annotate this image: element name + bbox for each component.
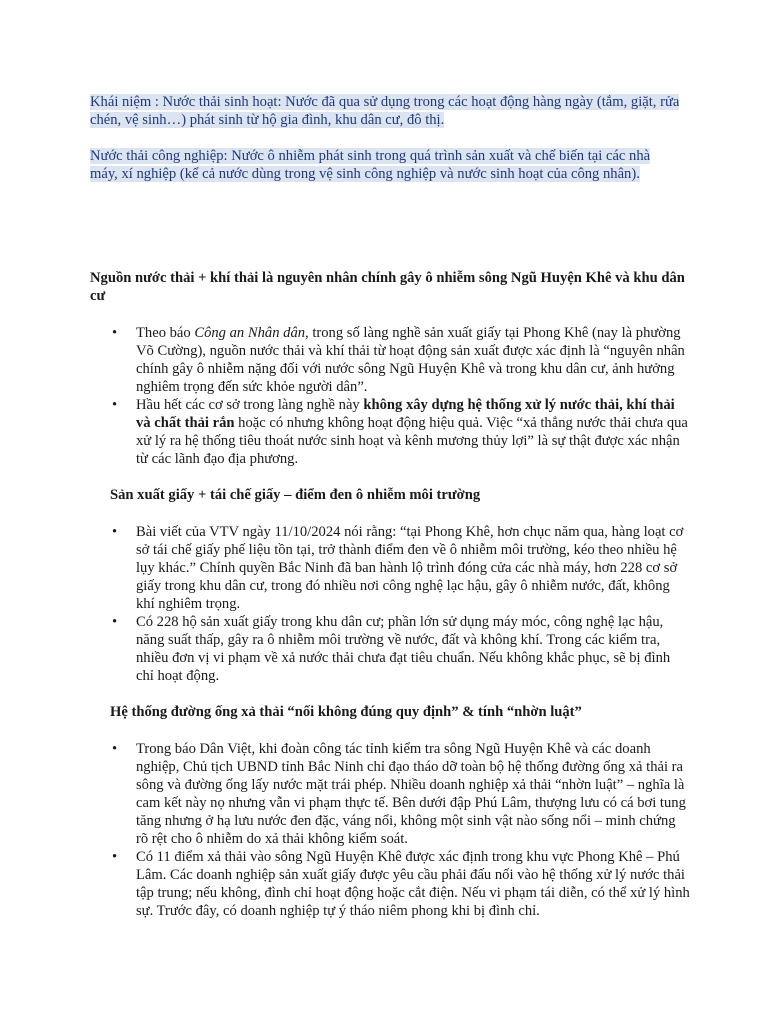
text-run: , trong số làng nghề sản xuất giấy tại Phong Khê (nay là phường Võ Cường), nguồn nước thải và khí thải từ hoạt động sản xuất được xác định là “nguyên nhân chính gây ô nhiễm nặng đối với nước sông Ngũ Huyện Khê và trong khu dân cư, ảnh hưởng nghiêm trọng đến sức khỏe người dân”. [136,325,685,395]
bullet-list [90,740,690,920]
list-item [90,848,690,920]
intro-definitions [90,93,680,201]
bullet-list [90,523,690,685]
bullet-marker: • [112,741,118,757]
list-item [90,523,690,613]
text-run: Theo báo [136,325,195,341]
list-item-text: Trong báo Dân Việt, khi đoàn công tác tỉnh kiểm tra sông Ngũ Huyện Khê và các doanh nghiệp, Chủ tịch UBND tỉnh Bắc Ninh chỉ đạo tháo dỡ toàn bộ hệ thống đường ống xả thải ra sông và đường ống lấy nước mặt trái phép. Nhiều doanh nghiệp xả thải “nhờn luật” – nghĩa là cam kết này nọ nhưng vẫn vi phạm thực tế. Bên dưới đập Phú Lâm, thượng lưu có cá bơi tung tăng nhưng ở hạ lưu nước đen đặc, váng nổi, không một sinh vật nào sống nổi – minh chứng rõ rệt cho ô nhiễm do xả thải không kiểm soát. [136,741,686,847]
bullet-marker: • [112,524,118,540]
main-content [90,269,690,938]
bullet-marker: • [112,849,118,865]
list-item-text: Bài viết của VTV ngày 11/10/2024 nói rằng: “tại Phong Khê, hơn chục năm qua, hàng loạt cơ sở tái chế giấy phế liệu tồn tại, trở thành điểm đen về ô nhiễm môi trường, kéo theo nhiều hệ lụy khác.” Chính quyền Bắc Ninh đã ban hành lộ trình đóng cửa các nhà máy, hơn 228 cơ sở giấy trong khu dân cư, trong đó nhiều nơi công nghệ lạc hậu, gây ô nhiễm nước, đất, không khí nghiêm trọng. [136,524,684,612]
definition-domestic-wastewater [90,93,680,129]
highlighted-text: Nước thải công nghiệp: Nước ô nhiễm phát sinh trong quá trình sản xuất và chế biến tại các nhà máy, xí nghiệp (kể cả nước dùng trong vệ sinh công nghiệp và nước sinh hoạt của công nhân). [90,148,651,182]
definition-industrial-wastewater [90,147,680,183]
list-item [90,613,690,685]
text-run: Hầu hết các cơ sở trong làng nghề này [136,397,364,413]
list-item-text: Có 11 điểm xả thải vào sông Ngũ Huyện Khê được xác định trong khu vực Phong Khê – Phú Lâm. Các doanh nghiệp sản xuất giấy được yêu cầu phải đấu nối vào hệ thống xử lý nước thải tập trung; nếu không, đình chỉ hoạt động hoặc cắt điện. Nếu vi phạm tái diễn, có thể xử lý hình sự. Trước đây, có doanh nghiệp tự ý tháo niêm phong khi bị đình chỉ. [136,849,690,919]
text-run: hoặc có nhưng không hoạt động hiệu quả. Việc “xả thẳng nước thải chưa qua xử lý ra hệ thống tiêu thoát nước sinh hoạt và kênh mương thủy lợi” là sự thật được xác nhận từ các lãnh đạo địa phương. [136,415,688,467]
section-heading: Hệ thống đường ống xả thải “nối không đúng quy định” & tính “nhờn luật” [110,704,582,720]
section-heading: Nguồn nước thải + khí thải là nguyên nhân chính gây ô nhiễm sông Ngũ Huyện Khê và khu dân cư [90,270,685,304]
section-heading: Sản xuất giấy + tái chế giấy – điểm đen ô nhiễm môi trường [110,487,481,503]
list-item-text: Có 228 hộ sản xuất giấy trong khu dân cư; phần lớn sử dụng máy móc, công nghệ lạc hậu, năng suất thấp, gây ra ô nhiễm môi trường về nước, đất và không khí. Trong các kiểm tra, nhiều đơn vị vi phạm về xả nước thải chưa đạt tiêu chuẩn. Nếu không khắc phục, sẽ bị đình chỉ hoạt động. [136,614,671,684]
highlighted-text: Khái niệm : Nước thải sinh hoạt: Nước đã qua sử dụng trong các hoạt động hàng ngày (tắm, giặt, rửa chén, vệ sinh…) phát sinh từ hộ gia đình, khu dân cư, đô thị. [90,94,680,128]
list-item-text [136,324,690,396]
emphasis-text: không xây dựng hệ thống xử lý nước thải, khí thải và chất thải rắn [136,397,675,431]
newspaper-name: Công an Nhân dân [194,325,306,341]
bullet-list [90,324,690,468]
list-item [90,396,690,468]
bullet-marker: • [112,397,118,413]
bullet-marker: • [112,325,118,341]
list-item-text [136,396,690,468]
list-item [90,740,690,848]
list-item [90,324,690,396]
bullet-marker: • [112,614,118,630]
